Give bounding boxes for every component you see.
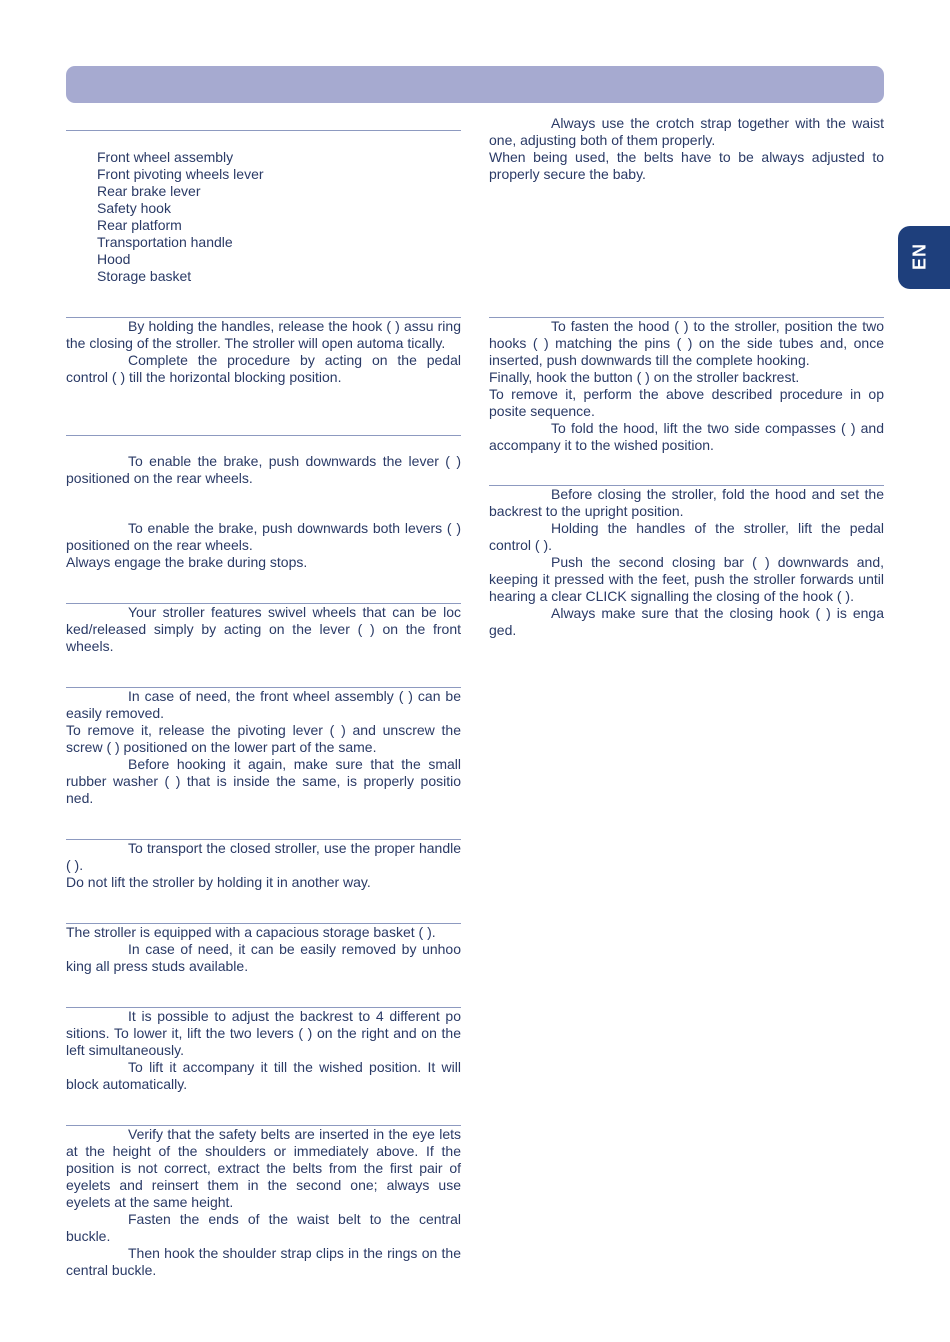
part-item: Rear brake lever [97,183,201,199]
opening-section [66,317,461,386]
header-bar [66,66,884,103]
brake-section [66,435,461,571]
backrest-text: To lift it accompany it till the wished position. It will block automatically. [66,1059,461,1092]
basket-text: The stroller is equipped with a capacious storage basket ( ). [66,924,436,940]
belts-text: Verify that the safety belts are inserted in the eye lets at the height of the shoulders or immediately above. If the position is not correct, extract the belts from the first pair of eyelets and reinsert them in the second one; always use eyelets at the same height. [66,1126,461,1210]
parts-section [66,130,461,285]
front-wheel-text: To remove it, release the pivoting lever ( ) and unscrew the screw ( ) positioned on the lower part of the same. [66,722,461,755]
closing-text: Before closing the stroller, fold the hood and set the backrest to the upright position. [489,486,884,519]
hood-text: To fasten the hood ( ) to the stroller, position the two hooks ( ) matching the pins ( ) on the side tubes and, once inserted, push downwards till the complete hooking. [489,318,884,368]
transport-section [66,839,461,891]
front-wheel-text: Before hooking it again, make sure that the small rubber washer ( ) that is inside the same, is properly positio ned. [66,756,461,806]
hood-text: To remove it, perform the above described procedure in op posite sequence. [489,386,884,419]
language-tab [898,226,950,289]
belts-text: Then hook the shoulder strap clips in the rings on the central buckle. [66,1245,461,1278]
part-item: Transportation handle [97,234,233,250]
brake-text: To enable the brake, push downwards the lever ( ) positioned on the rear wheels. [66,453,461,486]
opening-text: Complete the procedure by acting on the pedal control ( ) till the horizontal blocking position. [66,352,461,385]
closing-section [489,485,884,639]
backrest-section [66,1007,461,1093]
transport-text: Do not lift the stroller by holding it in another way. [66,874,371,890]
belts-section [66,1125,461,1279]
crotch-text: Always use the crotch strap together with the waist one, adjusting both of them properly. [489,115,884,148]
crotch-text: When being used, the belts have to be always adjusted to properly secure the baby. [489,149,884,182]
opening-text: By holding the handles, release the hook ( ) assu ring the closing of the stroller. The stroller will open automa tically. [66,318,461,351]
closing-text: Always make sure that the closing hook ( ) is enga ged. [489,605,884,638]
front-wheel-text: In case of need, the front wheel assembly ( ) can be easily removed. [66,688,461,721]
brake-text: Always engage the brake during stops. [66,554,308,570]
transport-text: To transport the closed stroller, use the proper handle ( ). [66,840,461,873]
part-item: Front wheel assembly [97,149,234,165]
basket-section [66,923,461,975]
closing-text: Push the second closing bar ( ) downwards and, keeping it pressed with the feet, push the stroller forwards until hearing a clear CLICK signalling the closing of the hook ( ). [489,554,884,604]
part-item: Rear platform [97,217,182,233]
swivel-section [66,603,461,655]
closing-text: Holding the handles of the stroller, lift the pedal control ( ). [489,520,884,553]
swivel-text: Your stroller features swivel wheels that can be loc ked/released simply by acting on the lever ( ) on the front wheels. [66,604,461,654]
front-wheel-section [66,687,461,807]
hood-text: To fold the hood, lift the two side compasses ( ) and accompany it to the wished position. [489,420,884,453]
language-label: EN [909,243,930,271]
part-item: Safety hook [97,200,171,216]
belts-text: Fasten the ends of the waist belt to the central buckle. [66,1211,461,1244]
basket-text: In case of need, it can be easily removed by unhoo king all press studs available. [66,941,461,974]
brake-text: To enable the brake, push downwards both levers ( ) positioned on the rear wheels. [66,520,461,553]
part-item: Storage basket [97,268,192,284]
part-item: Front pivoting wheels lever [97,166,264,182]
hood-text: Finally, hook the button ( ) on the stroller backrest. [489,369,800,385]
crotch-section [489,115,884,183]
hood-section [489,317,884,454]
part-item: Hood [97,251,131,267]
backrest-text: It is possible to adjust the backrest to 4 different po sitions. To lower it, lift the two levers ( ) on the right and on the left simultaneously. [66,1008,461,1058]
